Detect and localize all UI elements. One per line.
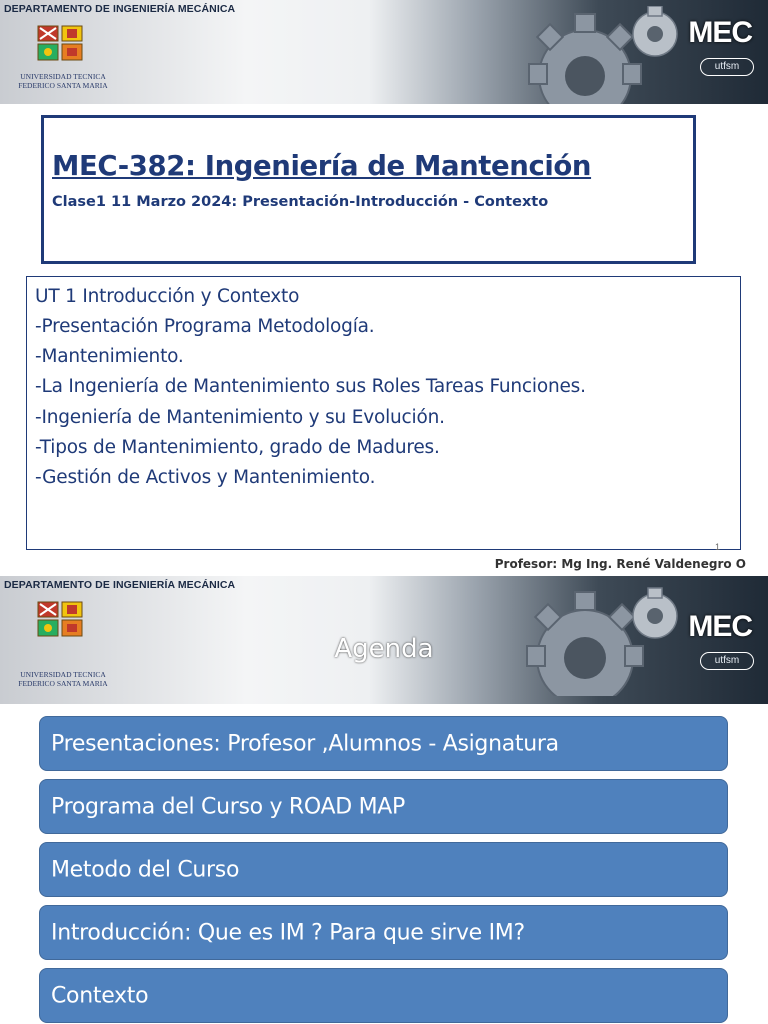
agenda-item-label: Programa del Curso y ROAD MAP — [51, 794, 405, 819]
agenda-item-programa[interactable] — [39, 779, 728, 834]
agenda-item-label: Introducción: Que es IM ? Para que sirve IM? — [51, 920, 525, 945]
content-line: -Mantenimiento. — [35, 346, 184, 367]
mec-logo-text: MEC — [688, 16, 752, 49]
agenda-item-label: Contexto — [51, 983, 149, 1008]
professor-name: Profesor: Mg Ing. René Valdenegro O — [494, 557, 746, 571]
content-line: -Tipos de Mantenimiento, grado de Madures. — [35, 437, 440, 458]
slide2-banner — [0, 576, 768, 704]
university-name-line1: UNIVERSIDAD TECNICA — [20, 72, 106, 81]
agenda-title: Agenda — [334, 634, 434, 664]
title-box — [41, 115, 696, 264]
university-crest-icon — [36, 24, 86, 64]
university-name — [8, 72, 118, 90]
content-line: -Gestión de Activos y Mantenimiento. — [35, 467, 376, 488]
university-name-line2: FEDERICO SANTA MARIA — [18, 679, 108, 688]
mec-logo — [658, 12, 762, 84]
university-name-line1: UNIVERSIDAD TECNICA — [20, 670, 106, 679]
agenda-item-metodo[interactable] — [39, 842, 728, 897]
mec-logo-subtext: utfsm — [700, 58, 754, 76]
university-name — [8, 670, 118, 688]
content-line: -La Ingeniería de Mantenimiento sus Roles Tareas Funciones. — [35, 376, 586, 397]
agenda-item-contexto[interactable] — [39, 968, 728, 1023]
department-name: DEPARTAMENTO DE INGENIERÍA MECÁNICA — [4, 579, 236, 591]
content-line: -Ingeniería de Mantenimiento y su Evolución. — [35, 407, 445, 428]
class-subtitle: Clase1 11 Marzo 2024: Presentación-Introducción - Contexto — [52, 194, 549, 210]
content-line: UT 1 Introducción y Contexto — [35, 286, 300, 307]
university-name-line2: FEDERICO SANTA MARIA — [18, 81, 108, 90]
department-name: DEPARTAMENTO DE INGENIERÍA MECÁNICA — [4, 3, 236, 15]
agenda-item-presentaciones[interactable] — [39, 716, 728, 771]
agenda-item-label: Metodo del Curso — [51, 857, 240, 882]
agenda-item-label: Presentaciones: Profesor ,Alumnos - Asignatura — [51, 731, 559, 756]
page-number: 1 — [715, 542, 721, 552]
mec-logo-subtext: utfsm — [700, 652, 754, 670]
slide1-banner — [0, 0, 768, 104]
agenda-item-introduccion[interactable] — [39, 905, 728, 960]
course-title: MEC-382: Ingeniería de Mantención — [52, 150, 592, 182]
content-line: -Presentación Programa Metodología. — [35, 316, 375, 337]
mec-logo-text: MEC — [688, 610, 752, 643]
